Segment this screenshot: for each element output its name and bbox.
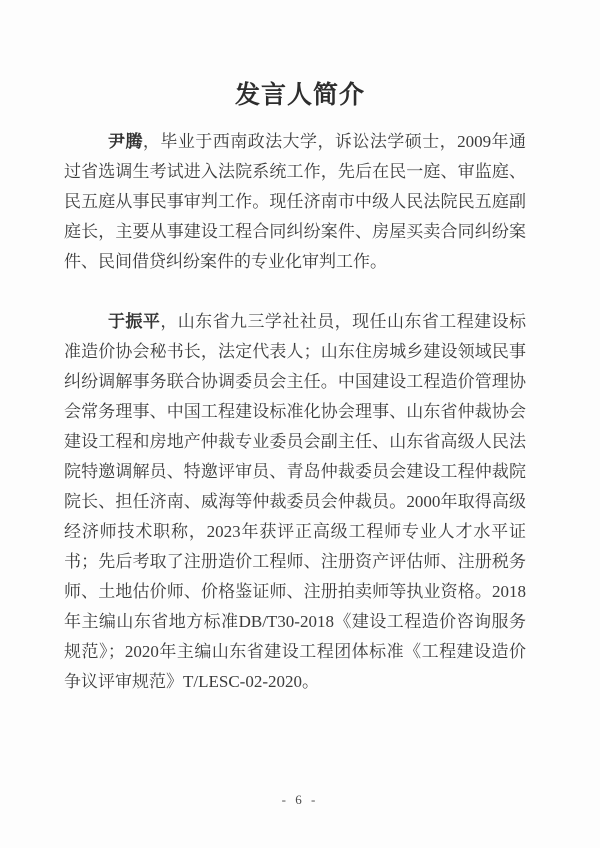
document-body [64, 127, 526, 697]
page-number: - 6 - [281, 792, 319, 807]
speaker-bio: ，山东省九三学社社员，现任山东省工程建设标准造价协会秘书长，法定代表人；山东住房城乡建设领域民事纠纷调解事务联合协调委员会主任。中国建设工程造价管理协会常务理事、中国工程建设标准化协会理事、山东省仲裁协会建设工程和房地产仲裁专业委员会副主任、山东省高级人民法院特邀调解员、特邀评审员、青岛仲裁委员会建设工程仲裁院院长、担任济南、威海等仲裁委员会仲裁员。2000年取得高级经济师技术职称，2023年获评正高级工程师专业人才水平证书；先后考取了注册造价工程师、注册资产评估师、注册税务师、土地估价师、价格鉴证师、注册拍卖师等执业资格。2018年主编山东省地方标准DB/T30-2018《建设工程造价咨询服务规范》；2020年主编山东省建设工程团体标准《工程建设造价争议评审规范》T/LESC-02-2020。 [64, 312, 527, 691]
page-title: 发言人简介 [234, 82, 365, 109]
speaker-name: 于振平 [108, 312, 161, 331]
speaker-paragraph-yin-teng [64, 127, 526, 277]
speaker-name: 尹腾 [108, 132, 143, 151]
speaker-paragraph-yu-zhenping [64, 307, 526, 697]
speaker-bio: ，毕业于西南政法大学，诉讼法学硕士，2009年通过省选调生考试进入法院系统工作，先后在民一庭、审监庭、民五庭从事民事审判工作。现任济南市中级人民法院民五庭副庭长，主要从事建设工程合同纠纷案件、房屋买卖合同纠纷案件、民间借贷纠纷案件的专业化审判工作。 [64, 132, 527, 271]
